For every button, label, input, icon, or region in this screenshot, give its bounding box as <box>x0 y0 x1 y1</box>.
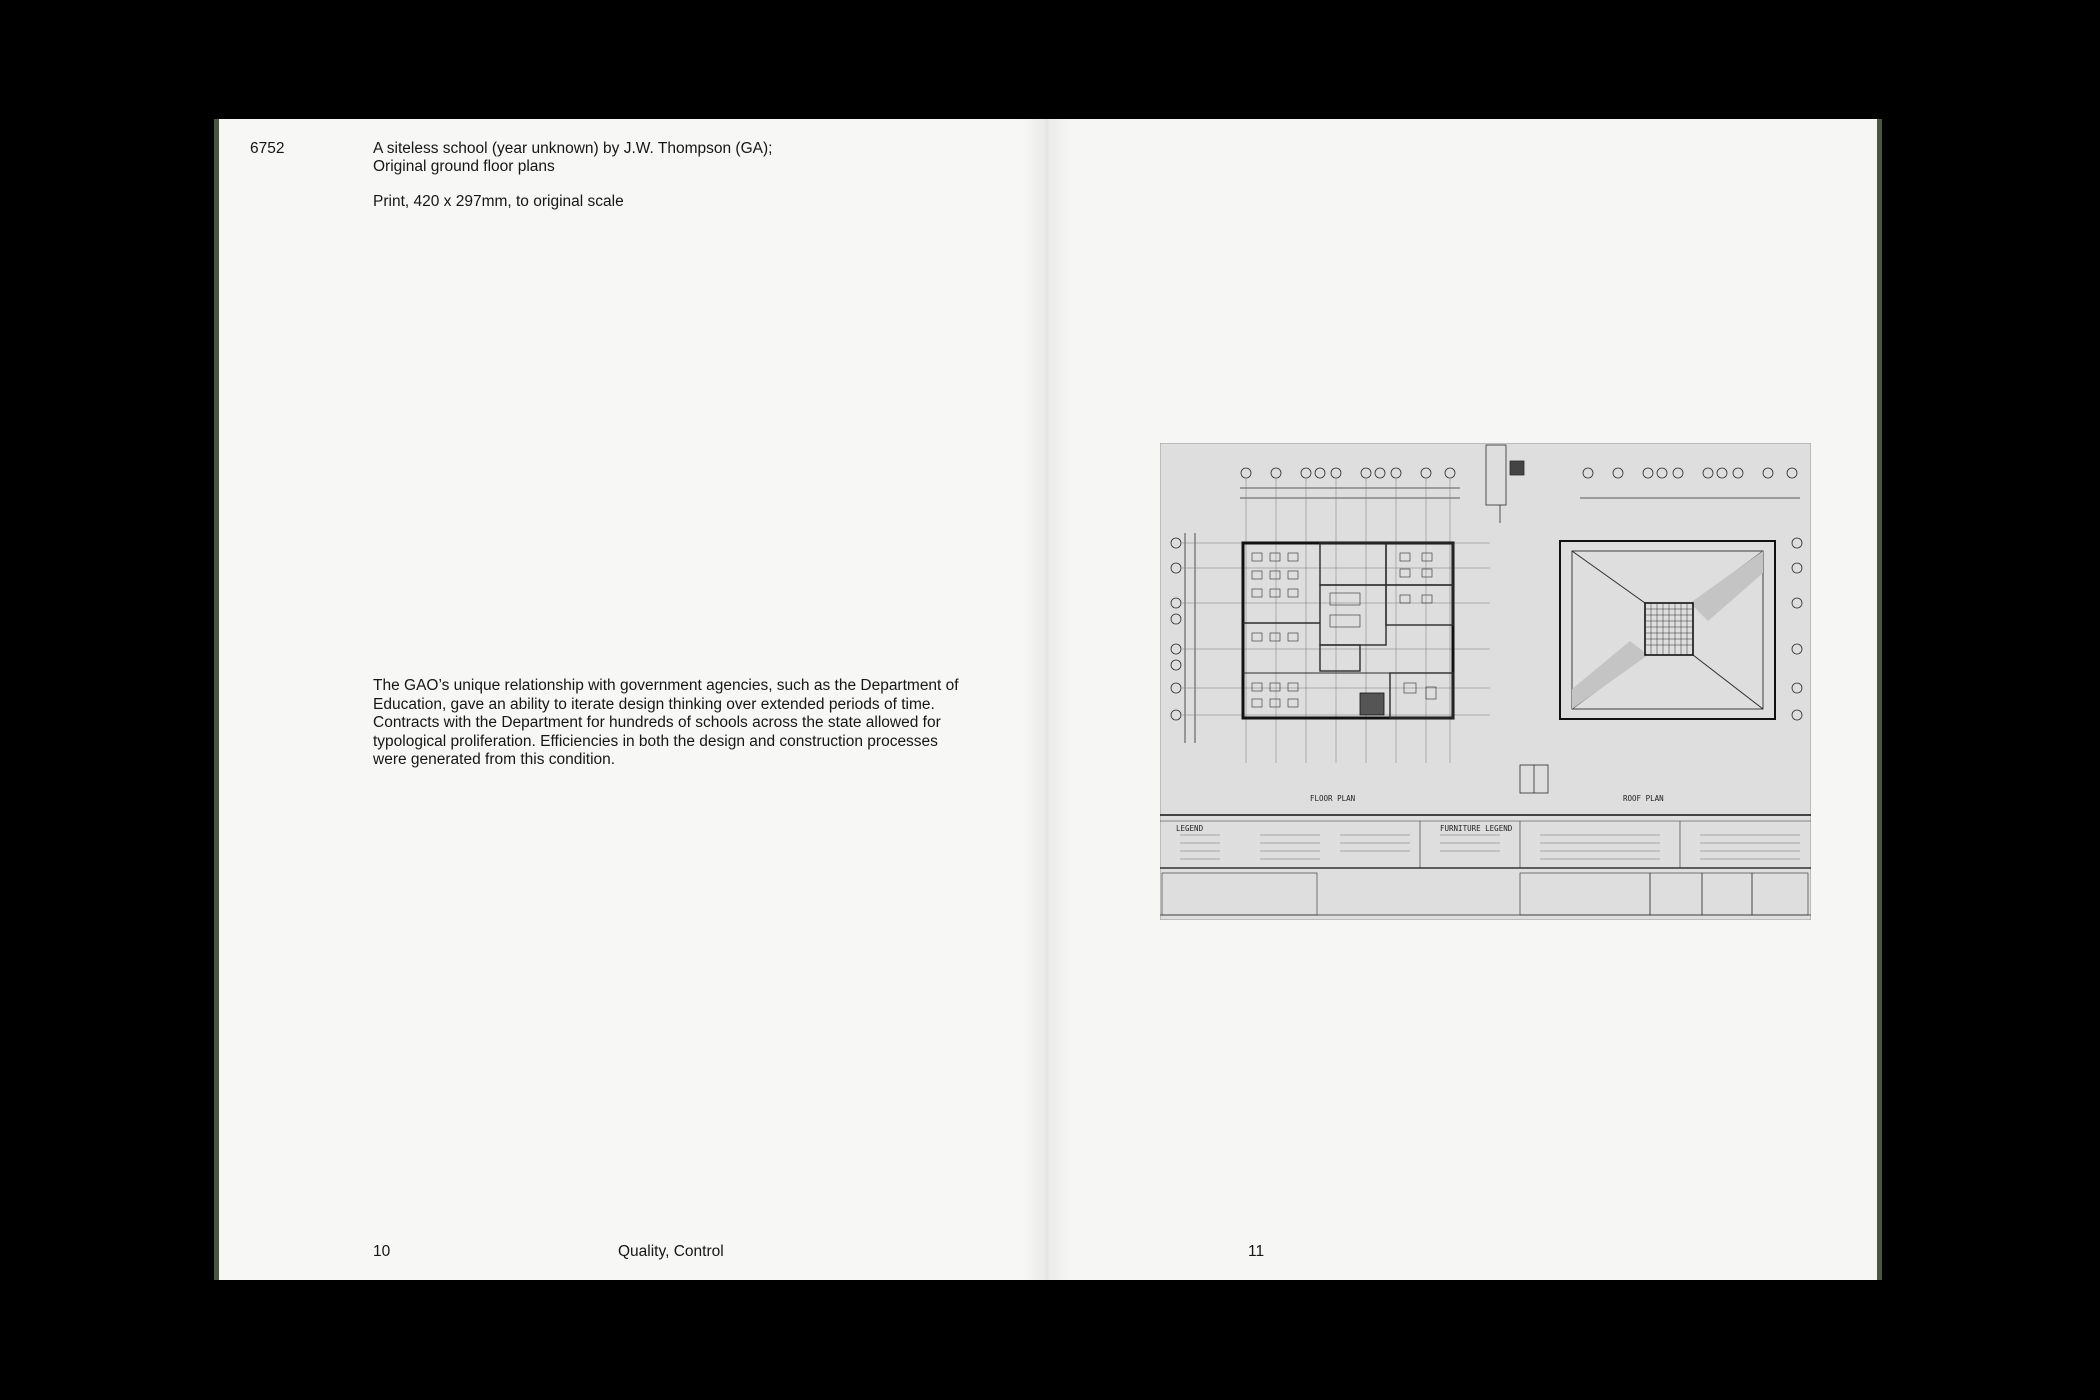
left-page-number: 10 <box>373 1243 391 1260</box>
catalogue-number: 6752 <box>250 140 285 157</box>
furniture-legend-label: FURNITURE LEGEND <box>1440 824 1513 833</box>
right-page-number: 11 <box>1248 1243 1265 1260</box>
running-title: Quality, Control <box>618 1243 724 1260</box>
body-paragraph: The GAO’s unique relationship with government agencies, such as the Department of Education, gave an ability to iterate design thinking over extended periods of time. Contracts with the Department for hundreds of schools across the state allowed for typological proliferation. Efficiencies in both the design and construction processes were generated from this condition. <box>373 677 959 768</box>
architectural-plan-image <box>1160 443 1811 920</box>
legend-label: LEGEND <box>1176 824 1204 833</box>
floor-plan-label: FLOOR PLAN <box>1310 794 1356 803</box>
caption-title-line2: Original ground floor plans <box>373 158 555 175</box>
caption-title-line1: A siteless school (year unknown) by J.W. Thompson (GA); <box>373 140 773 157</box>
caption-medium: Print, 420 x 297mm, to original scale <box>373 193 624 210</box>
roof-plan-label: ROOF PLAN <box>1623 794 1664 803</box>
